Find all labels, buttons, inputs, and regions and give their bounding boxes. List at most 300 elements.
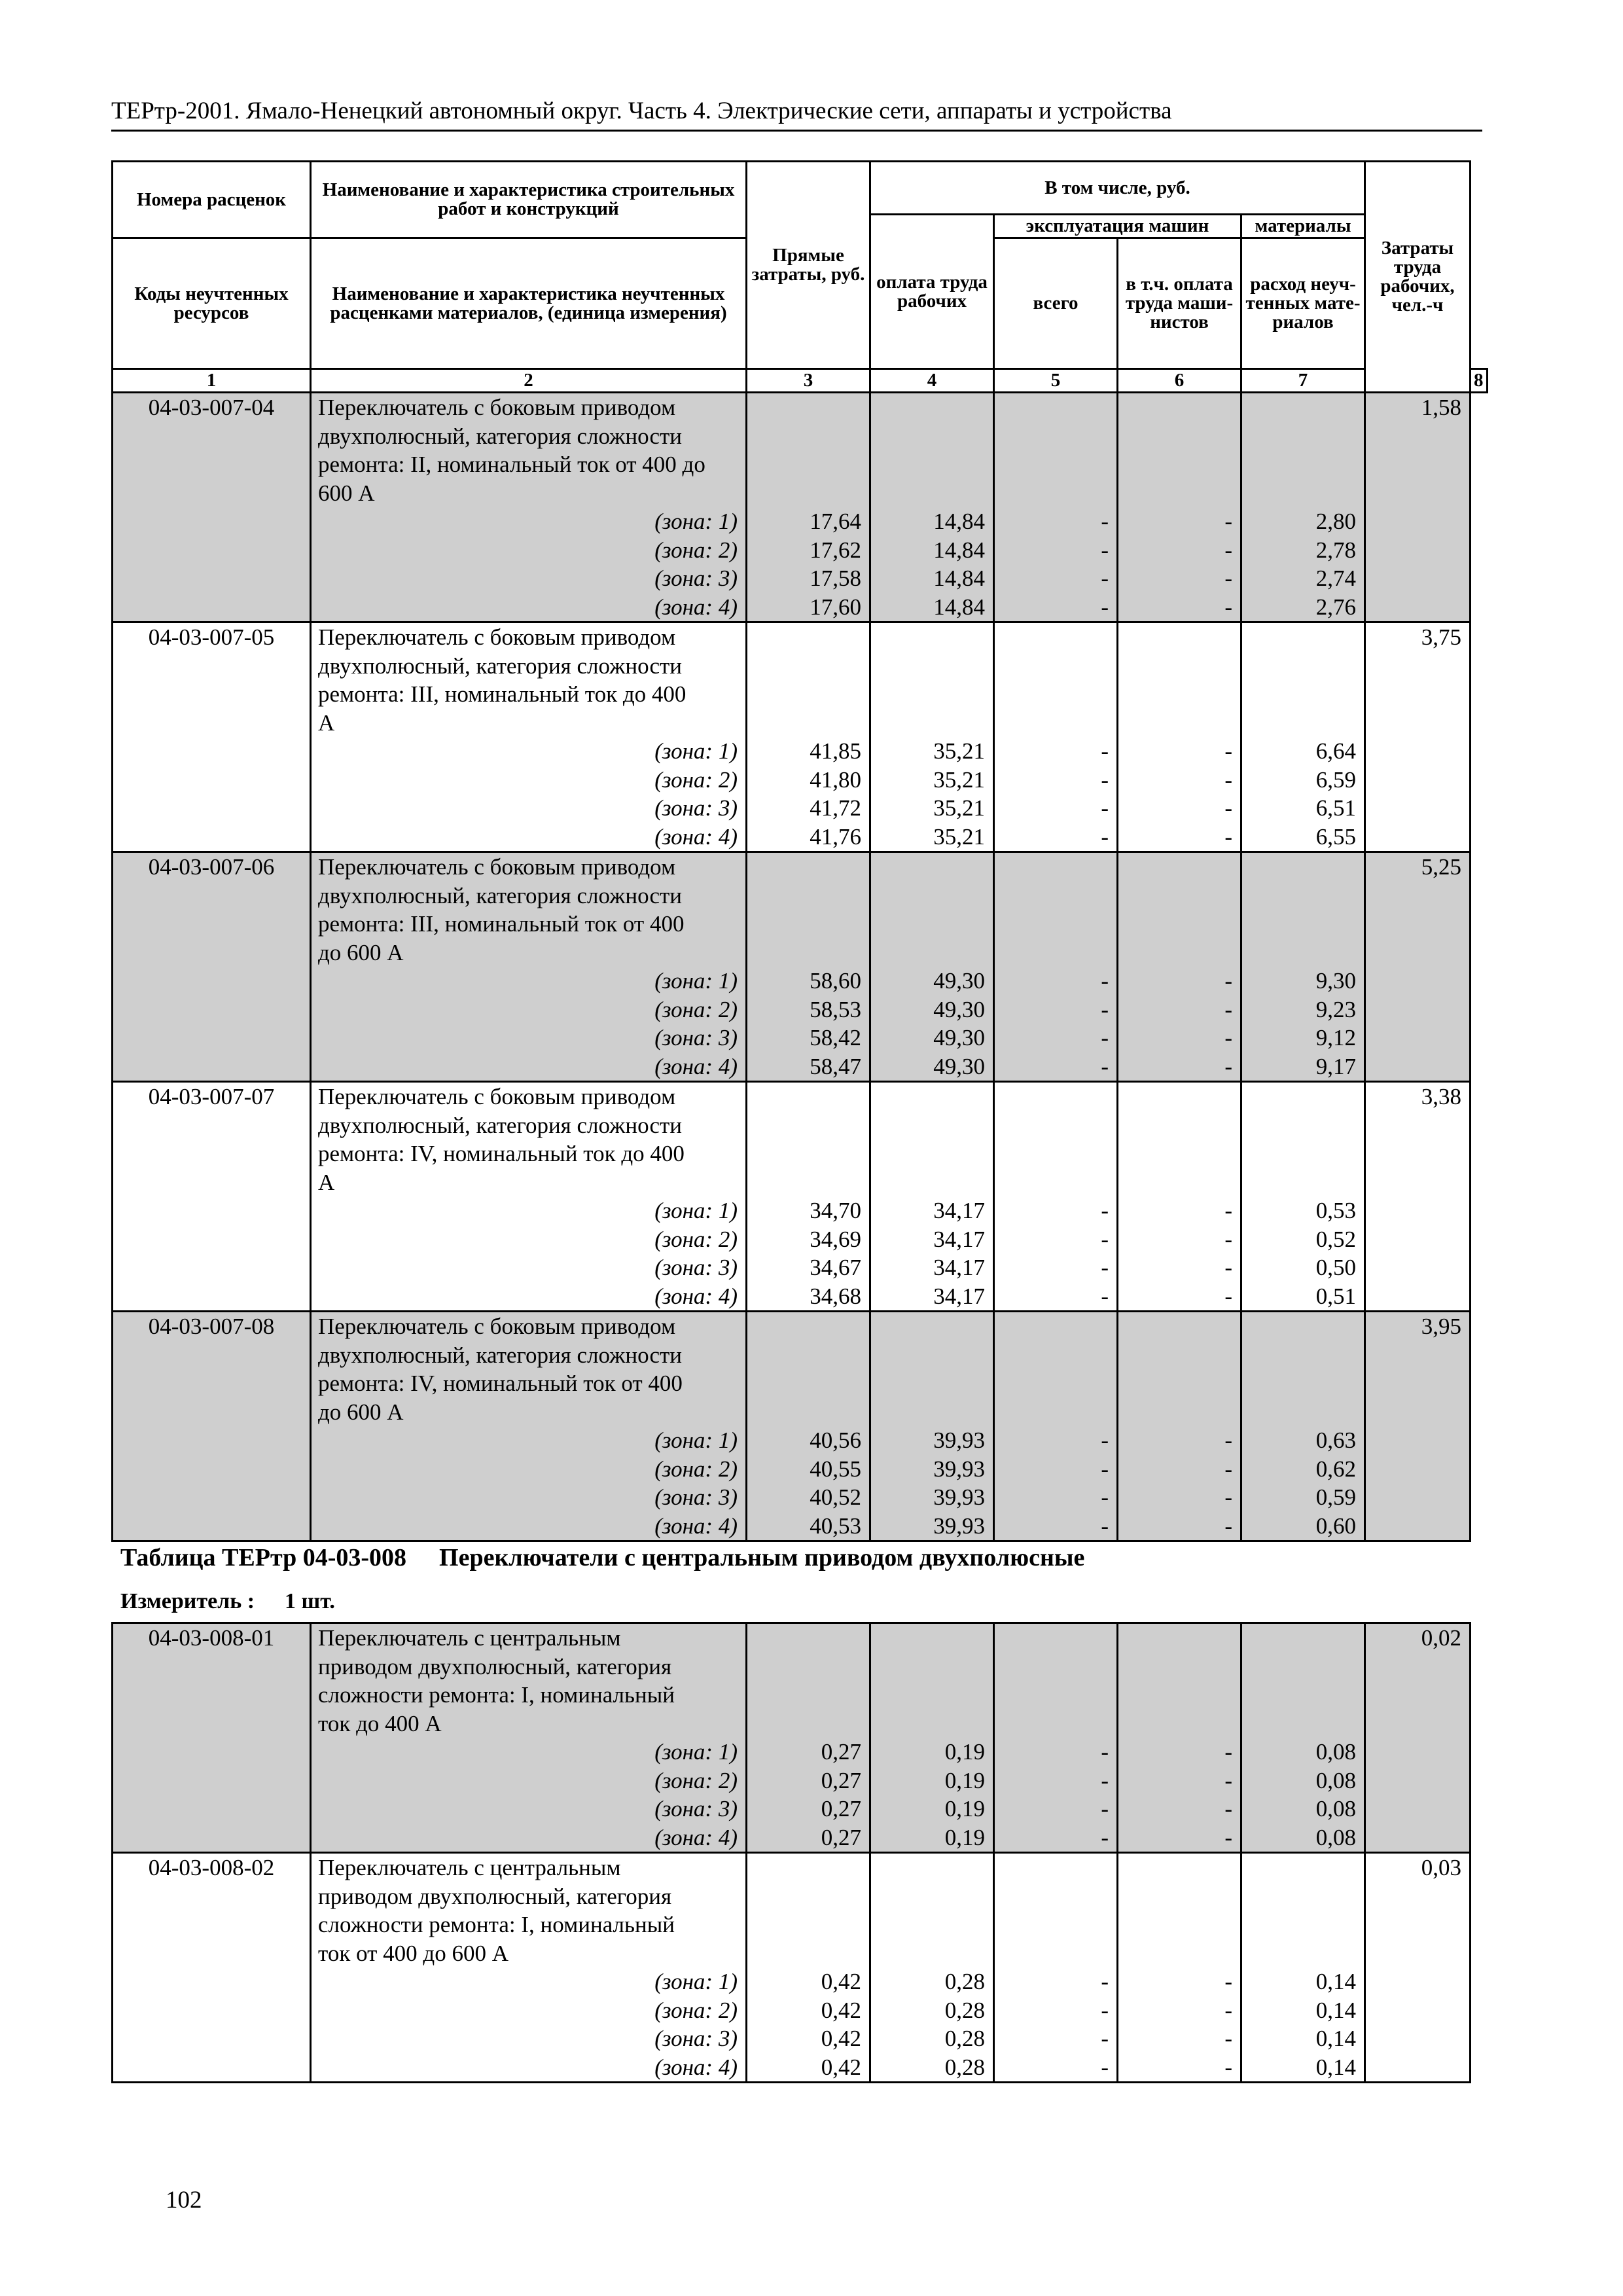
material-value-cell <box>1241 393 1365 622</box>
spacer-line <box>879 623 985 652</box>
material-value: 9,30 <box>1315 968 1356 994</box>
direct-cost-value: 58,42 <box>810 1025 861 1050</box>
rates-table <box>111 160 1488 1542</box>
description-line: двухполюсный, категория сложности <box>318 1112 683 1138</box>
rate-code: 04-03-007-04 <box>148 395 275 420</box>
machinist-pay-value: - <box>1224 1767 1232 1793</box>
zone-label: (зона: 2) <box>654 766 738 793</box>
spacer-line <box>879 1681 985 1710</box>
zone-label: (зона: 2) <box>654 537 738 563</box>
direct-cost-value: 34,67 <box>810 1255 861 1280</box>
spacer-line <box>1250 853 1356 882</box>
rate-code-cell <box>113 393 311 622</box>
zone-label: (зона: 1) <box>654 1969 738 1994</box>
spacer-line <box>755 422 861 451</box>
machinist-pay-value-cell <box>1118 1312 1241 1541</box>
machinist-pay-value: - <box>1224 594 1232 620</box>
direct-cost-value: 17,62 <box>810 537 861 563</box>
machine-total-value-cell <box>994 1623 1118 1853</box>
labor-pay-value: 35,21 <box>933 795 985 821</box>
direct-cost-value-cell <box>747 852 870 1082</box>
spacer-line <box>1126 910 1232 939</box>
column-number: 1 <box>113 369 311 393</box>
labor-cost-cell <box>1365 393 1471 622</box>
rate-code-cell <box>113 1082 311 1312</box>
labor-cost-cell <box>1365 1312 1471 1541</box>
zone-label: (зона: 3) <box>654 565 738 591</box>
labor-pay-value-cell <box>870 1623 994 1853</box>
material-value: 0,08 <box>1315 1739 1356 1765</box>
spacer-line <box>1003 1398 1109 1427</box>
machine-total-value: - <box>1101 1739 1109 1765</box>
machinist-pay-value: - <box>1224 968 1232 994</box>
machine-total-value: - <box>1101 1997 1109 2023</box>
spacer-line <box>1126 853 1232 882</box>
spacer-line <box>755 853 861 882</box>
machinist-pay-value: - <box>1224 1824 1232 1850</box>
labor-cost-value: 1,58 <box>1421 395 1461 420</box>
spacer-line <box>1126 939 1232 967</box>
material-value-cell <box>1241 1312 1365 1541</box>
spacer-line <box>755 393 861 422</box>
machine-total-value: - <box>1101 1484 1109 1510</box>
spacer-line <box>1003 652 1109 681</box>
table-row <box>113 1082 1488 1312</box>
machine-total-value: - <box>1101 1513 1109 1539</box>
measure-value: 1 шт. <box>285 1589 335 1613</box>
spacer-line <box>755 1624 861 1653</box>
spacer-line <box>1126 709 1232 738</box>
page-header: ТЕРтр-2001. Ямало-Ненецкий автономный округ. Часть 4. Электрические сети, аппараты и устройства <box>111 96 1482 132</box>
machinist-pay-value: - <box>1224 2054 1232 2080</box>
spacer-line <box>1250 422 1356 451</box>
spacer-line <box>1003 709 1109 738</box>
labor-pay-value: 14,84 <box>933 509 985 534</box>
spacer-line <box>1250 450 1356 479</box>
material-value: 0,14 <box>1315 1997 1356 2023</box>
machine-total-value: - <box>1101 1255 1109 1280</box>
rate-code-cell <box>113 1853 311 2083</box>
rate-description-cell <box>311 1312 747 1541</box>
material-value: 0,62 <box>1315 1456 1356 1482</box>
zone-label: (зона: 4) <box>654 2054 738 2080</box>
machine-total-value: - <box>1101 1969 1109 1994</box>
labor-pay-value-cell <box>870 393 994 622</box>
material-value-cell <box>1241 852 1365 1082</box>
rate-code: 04-03-007-07 <box>148 1084 275 1109</box>
spacer-line <box>1250 709 1356 738</box>
description-line: ток от 400 до 600 А <box>318 1940 509 1966</box>
material-value: 6,64 <box>1315 738 1356 764</box>
spacer-line <box>1003 450 1109 479</box>
zone-label: (зона: 3) <box>654 795 738 821</box>
spacer-line <box>1003 422 1109 451</box>
material-value-cell <box>1241 1853 1365 2083</box>
column-number: 7 <box>1241 369 1365 393</box>
machinist-pay-value: - <box>1224 1969 1232 1994</box>
description-line: до 600 А <box>318 1399 404 1425</box>
spacer-line <box>1250 1910 1356 1939</box>
spacer-line <box>1126 1854 1232 1882</box>
zone-label: (зона: 3) <box>654 1484 738 1510</box>
col-including: В том числе, руб. <box>870 162 1365 215</box>
direct-cost-value: 17,64 <box>810 509 861 534</box>
labor-pay-value: 39,93 <box>933 1513 985 1539</box>
rate-description-cell <box>311 622 747 852</box>
material-value: 6,59 <box>1315 766 1356 793</box>
machine-total-value: - <box>1101 2026 1109 2051</box>
machine-total-value: - <box>1101 1427 1109 1453</box>
rate-code-cell <box>113 622 311 852</box>
material-value: 9,12 <box>1315 1025 1356 1050</box>
spacer-line <box>1250 1653 1356 1681</box>
spacer-line <box>1250 1139 1356 1168</box>
spacer-line <box>879 1369 985 1398</box>
spacer-line <box>1250 1882 1356 1911</box>
description-line: Переключатель с центральным <box>318 1625 621 1651</box>
direct-cost-value: 40,55 <box>810 1456 861 1482</box>
zone-label: (зона: 4) <box>654 1824 738 1850</box>
column-number: 3 <box>747 369 870 393</box>
zone-label: (зона: 1) <box>654 1739 738 1765</box>
column-number: 5 <box>994 369 1118 393</box>
machine-total-value: - <box>1101 1198 1109 1223</box>
spacer-line <box>755 652 861 681</box>
spacer-line <box>1126 1083 1232 1111</box>
spacer-line <box>1126 1312 1232 1341</box>
labor-pay-value: 0,28 <box>944 1969 985 1994</box>
description-line: ремонта: IV, номинальный ток от 400 <box>318 1371 683 1396</box>
machinist-pay-value: - <box>1224 1739 1232 1765</box>
description-line: Переключатель с боковым приводом <box>318 395 676 420</box>
rate-code: 04-03-008-01 <box>148 1625 275 1651</box>
material-value: 0,52 <box>1315 1226 1356 1252</box>
zone-label: (зона: 2) <box>654 1456 738 1482</box>
direct-cost-value: 0,42 <box>821 1997 861 2023</box>
spacer-line <box>879 939 985 967</box>
direct-cost-value: 58,60 <box>810 968 861 994</box>
spacer-line <box>1250 1369 1356 1398</box>
material-value: 0,08 <box>1315 1824 1356 1850</box>
zone-label: (зона: 1) <box>654 1427 738 1453</box>
zone-label: (зона: 1) <box>654 968 738 994</box>
spacer-line <box>1126 1369 1232 1398</box>
description-line: 600 А <box>318 480 375 506</box>
spacer-line <box>1126 479 1232 508</box>
direct-cost-value: 40,53 <box>810 1513 861 1539</box>
labor-pay-value: 0,28 <box>944 2054 985 2080</box>
spacer-line <box>1003 1341 1109 1370</box>
spacer-line <box>1250 680 1356 709</box>
spacer-line <box>755 1882 861 1911</box>
direct-cost-value-cell <box>747 1312 870 1541</box>
zone-label: (зона: 4) <box>654 1053 738 1079</box>
machinist-pay-value: - <box>1224 738 1232 764</box>
description-line: приводом двухполюсный, категория <box>318 1653 672 1679</box>
spacer-line <box>755 450 861 479</box>
col-name-materials: Наименование и характеристика неучтенных расценками материалов, (единица измерения) <box>311 238 747 369</box>
spacer-line <box>879 1139 985 1168</box>
spacer-line <box>1250 1111 1356 1140</box>
labor-pay-value: 34,17 <box>933 1198 985 1223</box>
col-materials: материалы <box>1241 215 1365 238</box>
material-value: 0,51 <box>1315 1283 1356 1309</box>
spacer-line <box>879 1653 985 1681</box>
description-line: двухполюсный, категория сложности <box>318 423 683 449</box>
rate-code-cell <box>113 1312 311 1541</box>
direct-cost-value: 40,52 <box>810 1484 861 1510</box>
rate-code-cell <box>113 1623 311 1853</box>
description-line: ремонта: III, номинальный ток от 400 <box>318 911 685 937</box>
direct-cost-value: 0,27 <box>821 1739 861 1765</box>
rate-description-cell <box>311 1623 747 1853</box>
rate-code: 04-03-008-02 <box>148 1855 275 1880</box>
direct-cost-value: 40,56 <box>810 1427 861 1453</box>
machinist-pay-value: - <box>1224 537 1232 563</box>
machine-total-value: - <box>1101 1025 1109 1050</box>
rates-body <box>113 393 1488 1541</box>
machinist-pay-value-cell <box>1118 1853 1241 2083</box>
spacer-line <box>879 652 985 681</box>
labor-pay-value-cell <box>870 1853 994 2083</box>
spacer-line <box>1003 1083 1109 1111</box>
spacer-line <box>1126 1710 1232 1738</box>
machine-total-value: - <box>1101 738 1109 764</box>
table2-name: Переключатели с центральным приводом двухполюсные <box>439 1544 1085 1571</box>
labor-pay-value: 14,84 <box>933 594 985 620</box>
spacer-line <box>1003 479 1109 508</box>
machinist-pay-value: - <box>1224 1796 1232 1821</box>
labor-pay-value: 0,19 <box>944 1796 985 1821</box>
labor-pay-value: 34,17 <box>933 1255 985 1280</box>
machinist-pay-value: - <box>1224 795 1232 821</box>
machine-total-value: - <box>1101 795 1109 821</box>
spacer-line <box>755 939 861 967</box>
zone-label: (зона: 2) <box>654 1997 738 2023</box>
rates-body-2 <box>113 1623 1471 2083</box>
spacer-line <box>1126 1681 1232 1710</box>
spacer-line <box>1126 1398 1232 1427</box>
rate-description-cell <box>311 1082 747 1312</box>
description-line: А <box>318 709 335 736</box>
machine-total-value: - <box>1101 594 1109 620</box>
description-line: до 600 А <box>318 939 404 965</box>
direct-cost-value: 17,58 <box>810 565 861 591</box>
spacer-line <box>1126 1111 1232 1140</box>
labor-pay-value: 0,19 <box>944 1824 985 1850</box>
labor-pay-value-cell <box>870 852 994 1082</box>
spacer-line <box>1003 1168 1109 1197</box>
machine-total-value: - <box>1101 968 1109 994</box>
machinist-pay-value-cell <box>1118 393 1241 622</box>
rate-description-cell <box>311 1853 747 2083</box>
spacer-line <box>879 1312 985 1341</box>
machine-total-value: - <box>1101 1283 1109 1309</box>
spacer-line <box>755 623 861 652</box>
description-line: приводом двухполюсный, категория <box>318 1883 672 1909</box>
spacer-line <box>1126 1139 1232 1168</box>
description-line: двухполюсный, категория сложности <box>318 653 683 679</box>
col-machinist-pay: в т.ч. оплата труда маши-нистов <box>1118 238 1241 369</box>
description-line: Переключатель с боковым приводом <box>318 854 676 880</box>
zone-label: (зона: 1) <box>654 509 738 534</box>
direct-cost-value: 0,42 <box>821 2054 861 2080</box>
spacer-line <box>1250 1312 1356 1341</box>
spacer-line <box>1126 422 1232 451</box>
description-line: Переключатель с центральным <box>318 1855 621 1880</box>
machinist-pay-value: - <box>1224 1283 1232 1309</box>
description-line: сложности ремонта: I, номинальный <box>318 1682 675 1708</box>
material-value: 2,76 <box>1315 594 1356 620</box>
material-value: 0,50 <box>1315 1255 1356 1280</box>
zone-label: (зона: 3) <box>654 1796 738 1821</box>
spacer-line <box>1003 680 1109 709</box>
description-line: А <box>318 1169 335 1195</box>
machine-total-value: - <box>1101 1226 1109 1252</box>
spacer-line <box>755 1681 861 1710</box>
spacer-line <box>1003 1369 1109 1398</box>
zone-label: (зона: 4) <box>654 1513 738 1539</box>
direct-cost-value: 0,42 <box>821 1969 861 1994</box>
spacer-line <box>1126 1624 1232 1653</box>
spacer-line <box>1003 1139 1109 1168</box>
spacer-line <box>1003 1710 1109 1738</box>
rate-code: 04-03-007-05 <box>148 624 275 650</box>
spacer-line <box>879 1341 985 1370</box>
spacer-line <box>879 1854 985 1882</box>
labor-pay-value: 35,21 <box>933 766 985 793</box>
description-line: ремонта: III, номинальный ток до 400 <box>318 681 687 707</box>
spacer-line <box>1003 393 1109 422</box>
page-number: 102 <box>166 2187 202 2214</box>
col-resource-codes: Коды неучтенных ресурсов <box>113 238 311 369</box>
spacer-line <box>1250 393 1356 422</box>
rates-table-2 <box>111 1622 1471 2083</box>
machinist-pay-value: - <box>1224 823 1232 850</box>
table2-number: Таблица ТЕРтр 04-03-008 <box>120 1544 407 1571</box>
spacer-line <box>755 479 861 508</box>
direct-cost-value: 34,69 <box>810 1226 861 1252</box>
machine-total-value-cell <box>994 622 1118 852</box>
zone-label: (зона: 3) <box>654 2026 738 2051</box>
table-row <box>113 393 1488 622</box>
material-value: 0,60 <box>1315 1513 1356 1539</box>
labor-cost-value: 0,02 <box>1421 1625 1461 1651</box>
spacer-line <box>879 853 985 882</box>
table-row <box>113 622 1488 852</box>
machine-total-value-cell <box>994 393 1118 622</box>
spacer-line <box>1126 1939 1232 1968</box>
spacer-line <box>755 1139 861 1168</box>
machinist-pay-value: - <box>1224 1456 1232 1482</box>
material-value: 0,08 <box>1315 1767 1356 1793</box>
spacer-line <box>1126 1653 1232 1681</box>
direct-cost-value: 41,76 <box>810 823 861 850</box>
zone-label: (зона: 4) <box>654 823 738 850</box>
machinist-pay-value: - <box>1224 1198 1232 1223</box>
zone-label: (зона: 1) <box>654 1198 738 1223</box>
spacer-line <box>1126 1882 1232 1911</box>
material-value: 6,55 <box>1315 823 1356 850</box>
machine-total-value: - <box>1101 1824 1109 1850</box>
spacer-line <box>1003 1624 1109 1653</box>
rate-description-cell <box>311 852 747 1082</box>
spacer-line <box>1003 1111 1109 1140</box>
zone-label: (зона: 2) <box>654 1226 738 1252</box>
machine-total-value: - <box>1101 509 1109 534</box>
labor-cost-cell <box>1365 1623 1471 1853</box>
machinist-pay-value: - <box>1224 1484 1232 1510</box>
direct-cost-value: 0,27 <box>821 1796 861 1821</box>
material-value: 0,63 <box>1315 1427 1356 1453</box>
material-value: 9,17 <box>1315 1053 1356 1079</box>
direct-cost-value-cell <box>747 1853 870 2083</box>
direct-cost-value: 0,42 <box>821 2026 861 2051</box>
spacer-line <box>879 1111 985 1140</box>
spacer-line <box>879 1168 985 1197</box>
description-line: Переключатель с боковым приводом <box>318 1314 676 1339</box>
spacer-line <box>879 1083 985 1111</box>
column-number: 6 <box>1118 369 1241 393</box>
labor-pay-value: 35,21 <box>933 823 985 850</box>
spacer-line <box>1003 853 1109 882</box>
spacer-line <box>755 1111 861 1140</box>
spacer-line <box>1003 1854 1109 1882</box>
spacer-line <box>879 882 985 910</box>
zone-label: (зона: 1) <box>654 738 738 764</box>
spacer-line <box>1250 910 1356 939</box>
machinist-pay-value: - <box>1224 996 1232 1022</box>
machinist-pay-value: - <box>1224 1427 1232 1453</box>
column-number: 4 <box>870 369 994 393</box>
spacer-line <box>755 1369 861 1398</box>
column-numbers-row <box>113 369 1488 393</box>
spacer-line <box>1250 882 1356 910</box>
direct-cost-value: 41,72 <box>810 795 861 821</box>
labor-cost-value: 3,95 <box>1421 1314 1461 1339</box>
labor-pay-value-cell <box>870 622 994 852</box>
machine-total-value: - <box>1101 1796 1109 1821</box>
spacer-line <box>879 1624 985 1653</box>
col-total: всего <box>994 238 1118 369</box>
direct-cost-value: 17,60 <box>810 594 861 620</box>
machine-total-value: - <box>1101 996 1109 1022</box>
spacer-line <box>755 1398 861 1427</box>
spacer-line <box>755 1341 861 1370</box>
spacer-line <box>755 709 861 738</box>
table-row <box>113 852 1488 1082</box>
spacer-line <box>879 450 985 479</box>
material-value: 0,53 <box>1315 1198 1356 1223</box>
spacer-line <box>755 1854 861 1882</box>
zone-label: (зона: 2) <box>654 1767 738 1793</box>
direct-cost-value: 0,27 <box>821 1767 861 1793</box>
col-name-work: Наименование и характеристика строительных работ и конструкций <box>311 162 747 238</box>
spacer-line <box>1003 1882 1109 1911</box>
direct-cost-value: 41,80 <box>810 766 861 793</box>
description-line: Переключатель с боковым приводом <box>318 624 676 650</box>
spacer-line <box>1126 1168 1232 1197</box>
labor-pay-value: 49,30 <box>933 996 985 1022</box>
spacer-line <box>1250 623 1356 652</box>
spacer-line <box>755 1168 861 1197</box>
machine-total-value: - <box>1101 766 1109 793</box>
spacer-line <box>755 1653 861 1681</box>
spacer-line <box>1250 939 1356 967</box>
column-number: 2 <box>311 369 747 393</box>
machinist-pay-value: - <box>1224 565 1232 591</box>
spacer-line <box>755 1710 861 1738</box>
